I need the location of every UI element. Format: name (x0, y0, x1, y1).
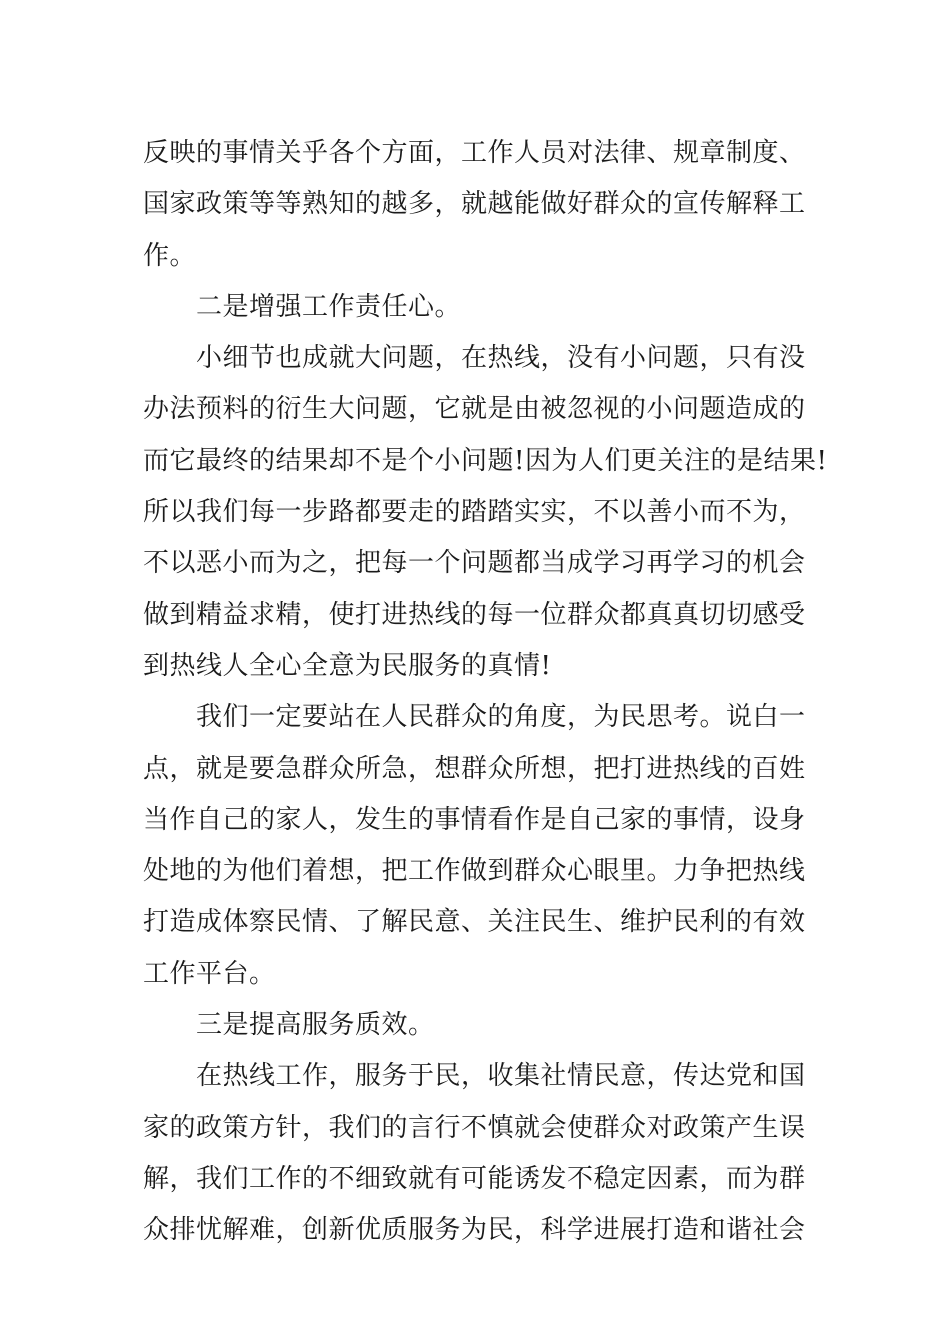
paragraph-start-line: 在热线工作，服务于民，收集社情民意，传达党和国 (196, 1061, 806, 1092)
section-heading: 三是提高服务质效。 (196, 1010, 435, 1041)
text-line: 国家政策等等熟知的越多，就越能做好群众的宣传解释工 (143, 189, 806, 220)
text-line: 做到精益求精，使打进热线的每一位群众都真真切切感受 (143, 599, 806, 630)
text-line: 解，我们工作的不细致就有可能诱发不稳定因素，而为群 (143, 1163, 806, 1194)
text-line: 办法预料的衍生大问题，它就是由被忽视的小问题造成的 (143, 394, 806, 425)
text-line: 家的政策方针，我们的言行不慎就会使群众对政策产生误 (143, 1112, 806, 1143)
text-line: 点，就是要急群众所急，想群众所想，把打进热线的百姓 (143, 753, 806, 784)
paragraph-start-line: 我们一定要站在人民群众的角度，为民思考。说白一 (196, 702, 806, 733)
section-heading: 二是增强工作责任心。 (196, 291, 462, 322)
text-line: 作。 (143, 240, 197, 271)
paragraph-start-line: 小细节也成就大问题，在热线，没有小问题，只有没 (196, 343, 806, 374)
text-line: 反映的事情关乎各个方面，工作人员对法律、规章制度、 (143, 138, 806, 168)
text-line: 不以恶小而为之，把每一个问题都当成学习再学习的机会 (143, 548, 806, 579)
text-line: 当作自己的家人，发生的事情看作是自己家的事情，设身 (143, 804, 806, 835)
text-line: 到热线人全心全意为民服务的真情! (143, 650, 552, 681)
text-line: 工作平台。 (143, 958, 276, 989)
text-line: 众排忧解难，创新优质服务为民，科学进展打造和谐社会 (143, 1215, 806, 1246)
document-body (143, 128, 828, 1257)
text-line: 打造成体察民情、了解民意、关注民生、维护民利的有效 (143, 907, 806, 938)
text-line: 处地的为他们着想，把工作做到群众心眼里。力争把热线 (143, 856, 806, 887)
text-line: 而它最终的结果却不是个小问题!因为人们更关注的是结果! (143, 445, 828, 476)
text-line: 所以我们每一步路都要走的踏踏实实，不以善小而不为， (143, 497, 806, 528)
